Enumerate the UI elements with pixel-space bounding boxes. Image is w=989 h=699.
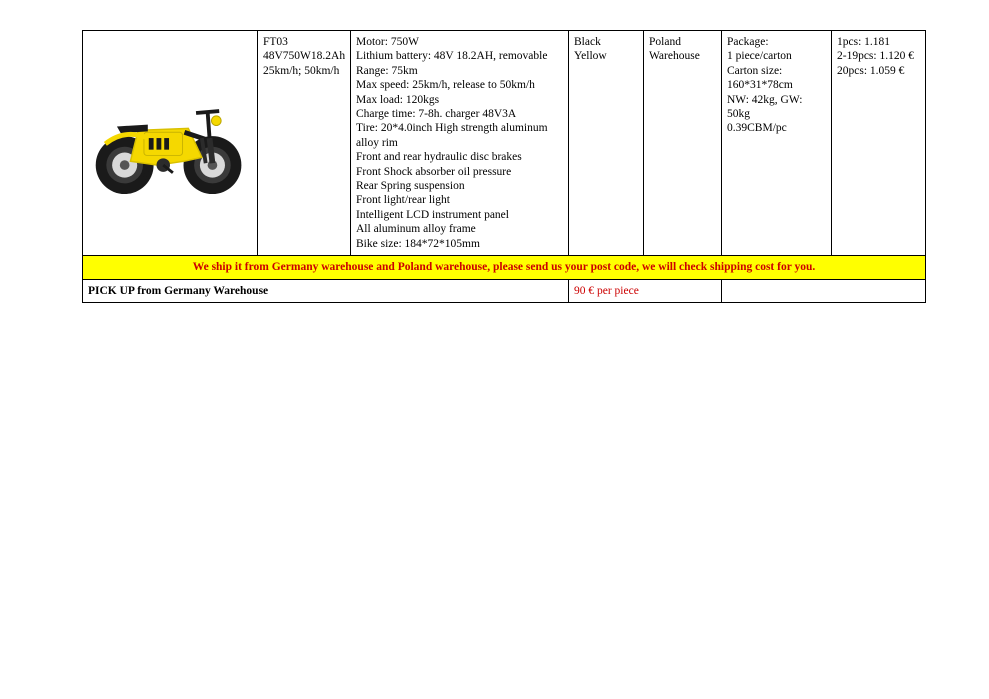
- pickup-price-unit: per piece: [597, 284, 639, 297]
- package-line: 0.39CBM/pc: [727, 122, 787, 135]
- price-tier: 20pcs: 1.059 €: [837, 64, 905, 77]
- spec-line: Front Shock absorber oil pressure: [356, 165, 512, 178]
- warehouse-line: Warehouse: [649, 50, 700, 63]
- product-image-cell: [83, 31, 258, 256]
- package-line: Carton size:: [727, 64, 783, 77]
- spec-line: Charge time: 7-8h. charger 48V3A: [356, 108, 517, 121]
- price-cell: [832, 31, 926, 256]
- spec-line: Rear Spring suspension: [356, 180, 465, 193]
- table-row: [83, 31, 926, 256]
- product-table: [82, 30, 926, 303]
- pickup-price: [569, 279, 722, 302]
- electric-bike-icon: [88, 70, 252, 210]
- spec-line: Front and rear hydraulic disc brakes: [356, 151, 522, 164]
- specs-cell: [351, 31, 569, 256]
- model-line: 25km/h; 50km/h: [263, 64, 340, 77]
- package-line: NW: 42kg, GW: 50kg: [727, 93, 803, 121]
- pickup-row: [83, 279, 926, 302]
- price-tier: 1pcs: 1.181: [837, 36, 891, 48]
- shipping-notice: We ship it from Germany warehouse and Poland warehouse, please send us your post code, we will check shipping cost for you.: [83, 256, 926, 279]
- pickup-label: PICK UP from Germany Warehouse: [83, 279, 569, 302]
- color-option: Black: [574, 36, 601, 48]
- spec-line: Front light/rear light: [356, 194, 450, 207]
- package-cell: [722, 31, 832, 256]
- spec-line: Intelligent LCD instrument panel: [356, 208, 509, 221]
- package-line: 160*31*78cm: [727, 79, 793, 92]
- spec-line: Bike size: 184*72*105mm: [356, 237, 480, 250]
- spec-line: Max load: 120kgs: [356, 93, 440, 106]
- price-sheet: [82, 30, 925, 303]
- color-cell: [569, 31, 644, 256]
- warehouse-line: Poland: [649, 36, 681, 48]
- spec-line: Lithium battery: 48V 18.2AH, removable: [356, 50, 548, 63]
- package-line: 1 piece/carton: [727, 50, 792, 63]
- shipping-notice-row: [83, 256, 926, 279]
- spec-line: Max speed: 25km/h, release to 50km/h: [356, 79, 535, 92]
- warehouse-cell: [644, 31, 722, 256]
- spec-line: Motor: 750W: [356, 36, 419, 48]
- model-line: 48V750W18.2Ah: [263, 50, 346, 63]
- spec-line: Range: 75km: [356, 64, 418, 77]
- bike-image: [88, 35, 252, 245]
- pickup-price-value: 90 €: [574, 284, 595, 297]
- spec-line: Tire: 20*4.0inch High strength aluminum alloy rim: [356, 122, 548, 149]
- package-line: Package:: [727, 36, 769, 48]
- model-cell: [258, 31, 351, 256]
- color-option: Yellow: [574, 50, 607, 63]
- pickup-empty-cell: [722, 279, 926, 302]
- model-line: FT03: [263, 36, 288, 48]
- spec-line: All aluminum alloy frame: [356, 223, 476, 236]
- price-tier: 2-19pcs: 1.120 €: [837, 50, 914, 63]
